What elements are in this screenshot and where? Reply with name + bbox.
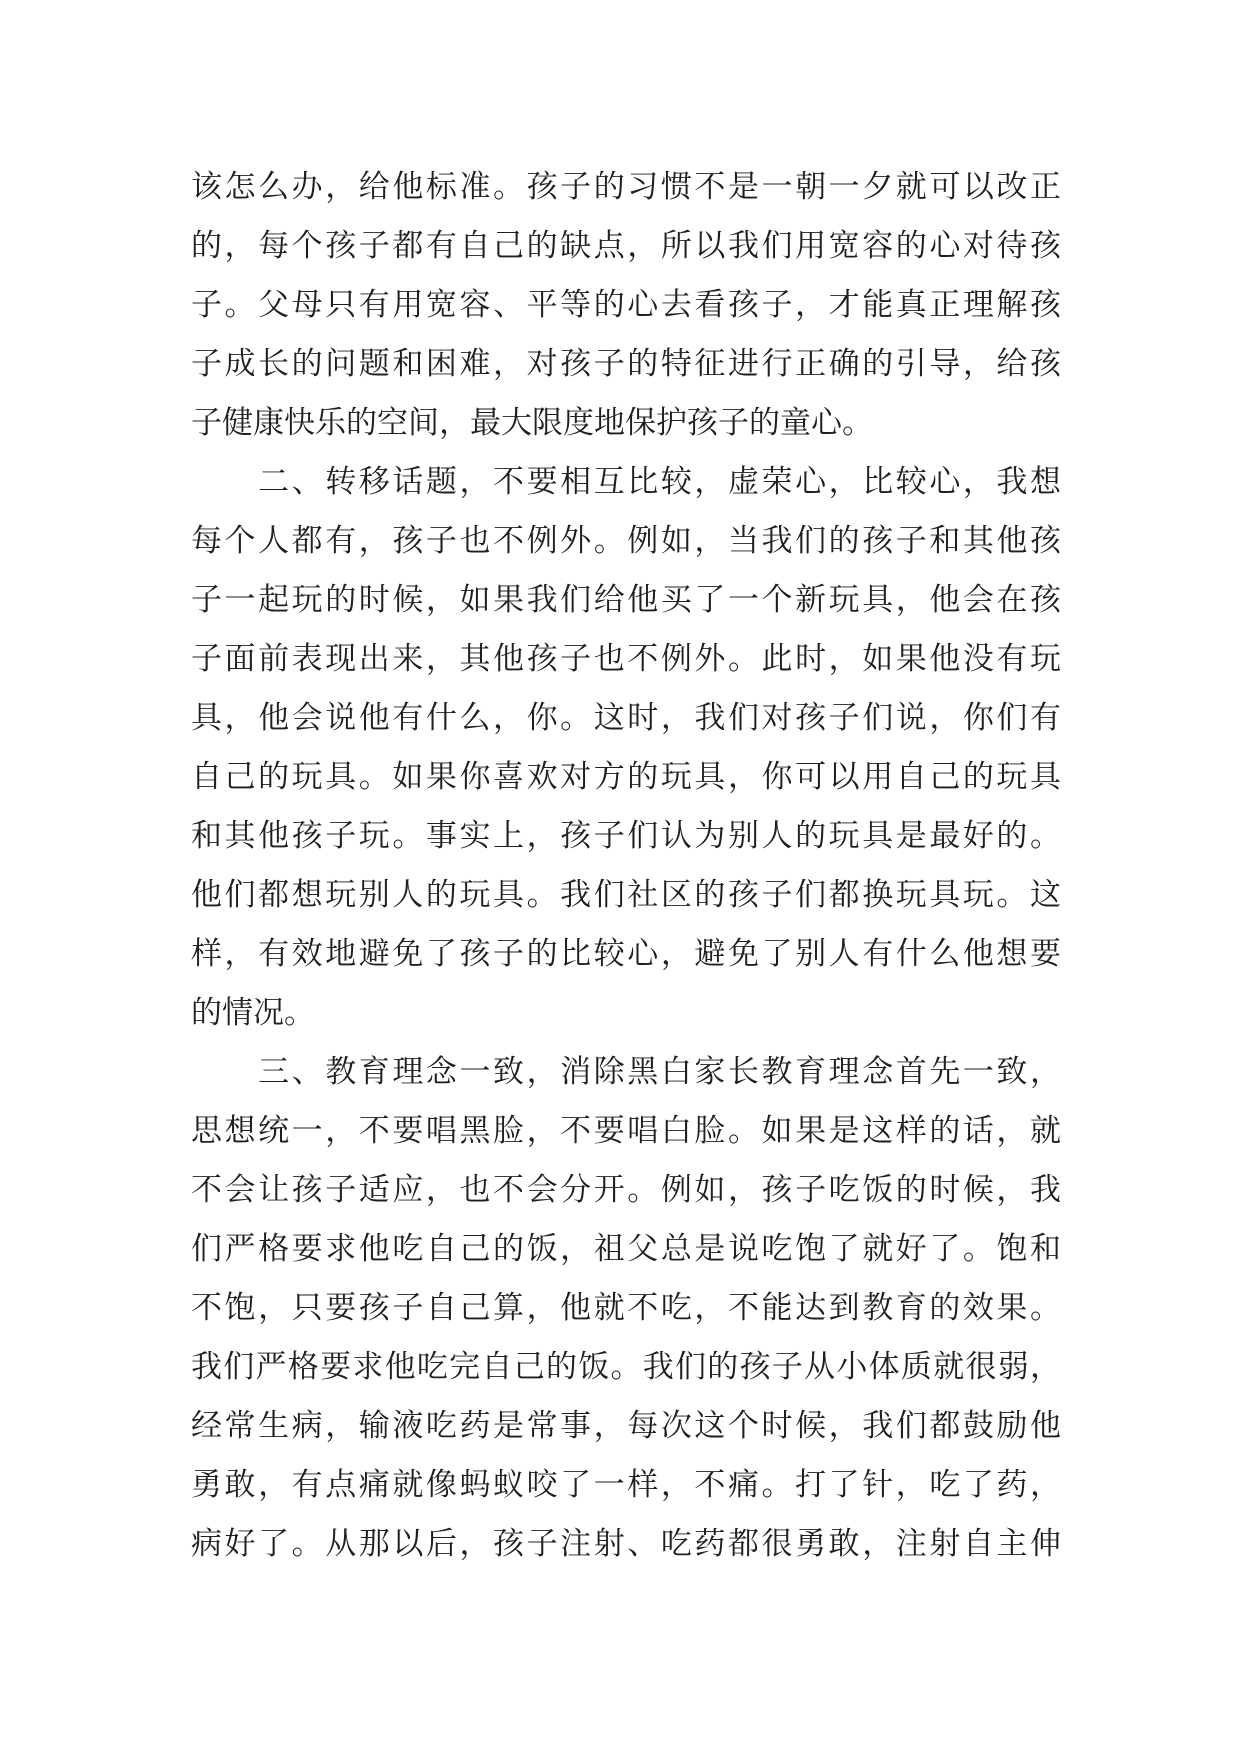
text-line: 三、教育理念一致，消除黑白家长教育理念首先一致， [191,1054,1061,1090]
body-text [191,158,1061,1574]
text-line: 子。父母只有用宽容、平等的心去看孩子，才能真正理解孩 [191,287,1061,323]
text-line: 的情况。 [191,995,315,1031]
text-line: 们严格要求他吃自己的饭，祖父总是说吃饱了就好了。饱和 [191,1231,1061,1267]
text-line: 经常生病，输液吃药是常事，每次这个时候，我们都鼓励他 [191,1408,1061,1444]
text-line: 和其他孩子玩。事实上，孩子们认为别人的玩具是最好的。 [191,818,1061,854]
text-line: 不会让孩子适应，也不会分开。例如，孩子吃饭的时候，我 [191,1172,1061,1208]
text-line: 具，他会说他有什么，你。这时，我们对孩子们说，你们有 [191,700,1061,736]
text-line: 病好了。从那以后，孩子注射、吃药都很勇敢，注射自主伸 [191,1526,1061,1562]
text-line: 二、转移话题，不要相互比较，虚荣心，比较心，我想 [191,464,1061,500]
text-line: 不饱，只要孩子自己算，他就不吃，不能达到教育的效果。 [191,1290,1061,1326]
text-line: 勇敢，有点痛就像蚂蚁咬了一样，不痛。打了针，吃了药， [191,1467,1061,1503]
text-line: 样，有效地避免了孩子的比较心，避免了别人有什么他想要 [191,936,1061,972]
text-line: 子面前表现出来，其他孩子也不例外。此时，如果他没有玩 [191,641,1061,677]
text-line: 我们严格要求他吃完自己的饭。我们的孩子从小体质就很弱， [191,1349,1061,1385]
text-line: 子成长的问题和困难，对孩子的特征进行正确的引导，给孩 [191,346,1061,382]
text-line: 自己的玩具。如果你喜欢对方的玩具，你可以用自己的玩具 [191,759,1061,795]
text-line: 思想统一，不要唱黑脸，不要唱白脸。如果是这样的话，就 [191,1113,1061,1149]
text-line: 他们都想玩别人的玩具。我们社区的孩子们都换玩具玩。这 [191,877,1061,913]
text-line: 子一起玩的时候，如果我们给他买了一个新玩具，他会在孩 [191,582,1061,618]
text-line: 子健康快乐的空间，最大限度地保护孩子的童心。 [191,405,873,441]
text-line: 每个人都有，孩子也不例外。例如，当我们的孩子和其他孩 [191,523,1061,559]
text-line: 的，每个孩子都有自己的缺点，所以我们用宽容的心对待孩 [191,228,1061,264]
text-line: 该怎么办，给他标准。孩子的习惯不是一朝一夕就可以改正 [191,169,1061,205]
